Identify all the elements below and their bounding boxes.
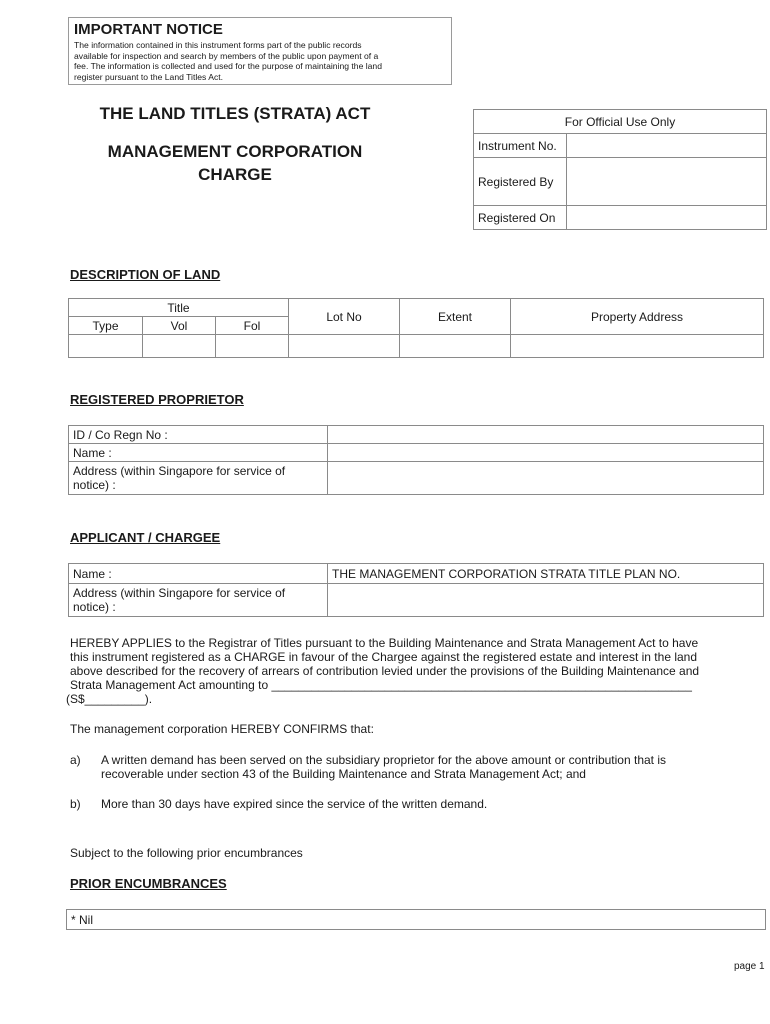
lot-no-cell[interactable] [289,335,400,358]
applicant-chargee-heading: APPLICANT / CHARGEE [70,530,221,545]
item-a-line1: A written demand has been served on the subsidiary proprietor for the above amount or contribution that is [101,753,666,767]
subject-text: Subject to the following prior encumbrances [70,846,303,860]
applies-paragraph [70,636,765,692]
item-a-label: a) [70,753,81,767]
vol-header: Vol [143,317,216,335]
registered-proprietor-heading: REGISTERED PROPRIETOR [70,392,244,407]
extent-header: Extent [400,299,511,335]
description-of-land-heading: DESCRIPTION OF LAND [70,267,221,282]
applies-line: this instrument registered as a CHARGE in favour of the Chargee against the registered estate and interest in the land [70,650,698,664]
type-header: Type [69,317,143,335]
official-use-title: For Official Use Only [474,110,767,134]
page-number: page 1 [734,961,765,972]
registered-by-field[interactable] [567,158,767,206]
official-use-table [473,109,767,230]
title-header: Title [69,299,289,317]
applies-line-amount: (S$_________). [66,692,153,706]
notice-line: available for inspection and search by members of the public upon payment of a [74,50,379,61]
lot-no-header: Lot No [289,299,400,335]
address-label-line1: Address (within Singapore for service of [73,464,286,478]
applicant-name-label: Name : [69,564,328,584]
vol-cell[interactable] [143,335,216,358]
land-table [68,298,764,358]
applicant-address-line1: Address (within Singapore for service of [73,586,286,600]
address-label [69,462,328,495]
prior-encumbrances-heading: PRIOR ENCUMBRANCES [70,876,227,891]
id-label: ID / Co Regn No : [69,426,328,444]
applicant-address-line2: notice) : [73,600,116,614]
encumbrances-field[interactable]: * Nil [67,910,766,930]
instrument-no-label: Instrument No. [474,134,567,158]
encumbrances-table [66,909,766,930]
property-address-header: Property Address [511,299,764,335]
item-a-line2: recoverable under section 43 of the Building Maintenance and Strata Management Act; and [101,767,586,781]
applicant-address-field[interactable] [328,584,764,617]
notice-title: IMPORTANT NOTICE [74,21,223,38]
property-address-cell[interactable] [511,335,764,358]
form-title-line1: MANAGEMENT CORPORATION [107,142,363,161]
applies-line: Strata Management Act amounting to _______________________________________________________________ [70,678,692,692]
applies-line: above described for the recovery of arrears of contribution levied under the provisions of the Building Maintenance and [70,664,700,678]
fol-header: Fol [216,317,289,335]
important-notice [68,17,452,85]
extent-cell[interactable] [400,335,511,358]
registered-on-field[interactable] [567,206,767,230]
fol-cell[interactable] [216,335,289,358]
item-b-text: More than 30 days have expired since the service of the written demand. [101,797,488,811]
type-cell[interactable] [69,335,143,358]
confirms-text: The management corporation HEREBY CONFIRMS that: [70,722,374,736]
id-field[interactable] [328,426,764,444]
address-field[interactable] [328,462,764,495]
applies-line: HEREBY APPLIES to the Registrar of Titles pursuant to the Building Maintenance and Strata Management Act to have [70,636,699,650]
form-title-line2: CHARGE [198,165,272,184]
registered-by-label: Registered By [474,158,567,206]
act-title: THE LAND TITLES (STRATA) ACT [99,104,371,123]
applicant-table [68,563,764,617]
registered-on-label: Registered On [474,206,567,230]
applicant-address-label [69,584,328,617]
address-label-line2: notice) : [73,478,116,492]
proprietor-table [68,425,764,495]
item-a-text [101,753,766,781]
name-label: Name : [69,444,328,462]
item-b-label: b) [70,797,81,811]
instrument-no-field[interactable] [567,134,767,158]
notice-line: fee. The information is collected and used for the purpose of maintaining the land [74,61,382,72]
applicant-name-field[interactable]: THE MANAGEMENT CORPORATION STRATA TITLE PLAN NO. [328,564,764,584]
notice-line: The information contained in this instrument forms part of the public records [74,40,362,50]
name-field[interactable] [328,444,764,462]
notice-line: register pursuant to the Land Titles Act. [74,71,224,82]
